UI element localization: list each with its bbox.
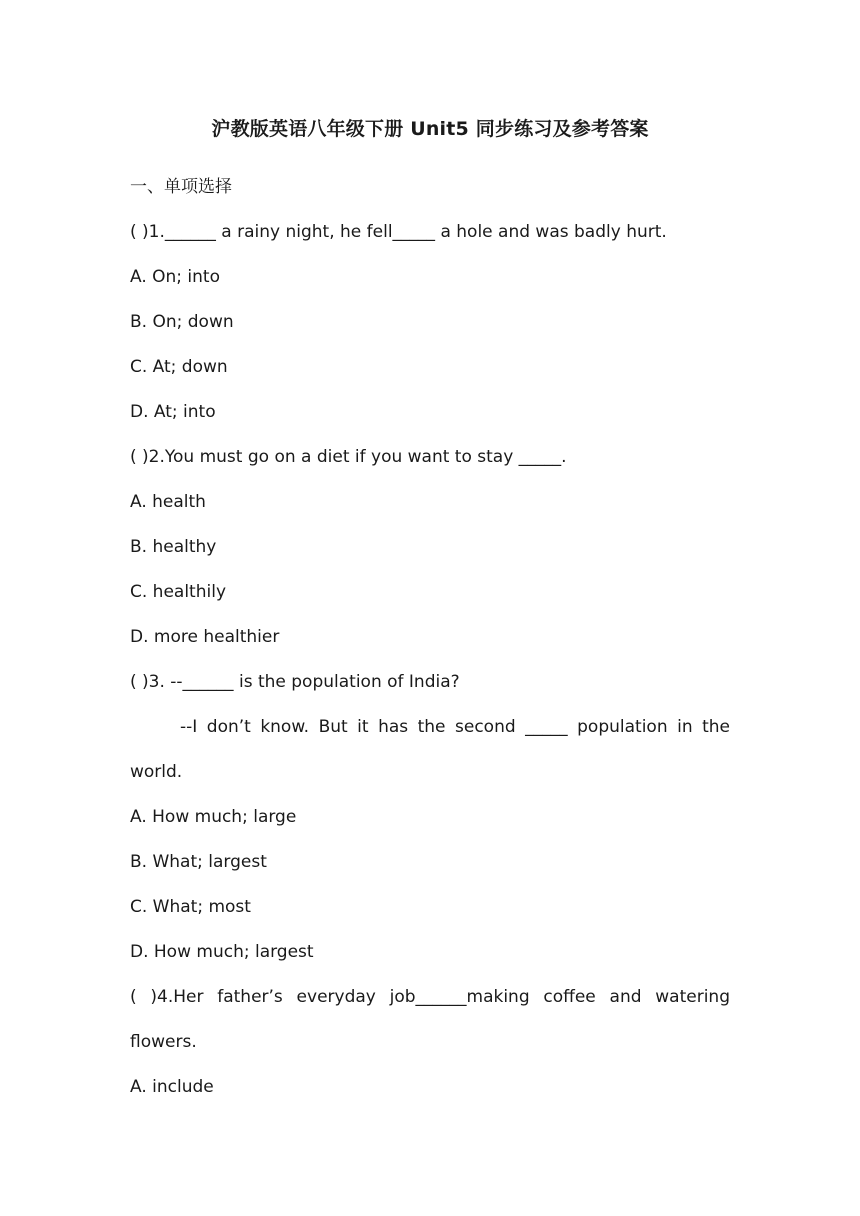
question-3-continued: world.: [130, 762, 183, 782]
question-1: ( )1.______ a rainy night, he fell_____ a hole and was badly hurt.: [130, 222, 667, 242]
option-2d: D. more healthier: [130, 627, 280, 647]
option-1c: C. At; down: [130, 357, 228, 377]
option-3d: D. How much; largest: [130, 942, 314, 962]
option-3c: C. What; most: [130, 897, 251, 917]
option-4a: A. include: [130, 1077, 214, 1097]
question-4-continued: flowers.: [130, 1032, 197, 1052]
question-2: ( )2.You must go on a diet if you want to stay _____.: [130, 447, 567, 467]
question-4: ( )4.Her father’s everyday job______making coffee and watering: [130, 987, 730, 1007]
question-3: ( )3. --______ is the population of India?: [130, 672, 460, 692]
option-2a: A. health: [130, 492, 206, 512]
document-title: 沪教版英语八年级下册 Unit5 同步练习及参考答案: [211, 118, 649, 140]
option-3b: B. What; largest: [130, 852, 267, 872]
option-1d: D. At; into: [130, 402, 216, 422]
option-2c: C. healthily: [130, 582, 226, 602]
option-3a: A. How much; large: [130, 807, 297, 827]
section-heading: 一、单项选择: [130, 177, 232, 197]
option-1b: B. On; down: [130, 312, 234, 332]
option-1a: A. On; into: [130, 267, 220, 287]
question-3-dialogue: --I don’t know. But it has the second _____ population in the: [180, 717, 730, 737]
option-2b: B. healthy: [130, 537, 217, 557]
